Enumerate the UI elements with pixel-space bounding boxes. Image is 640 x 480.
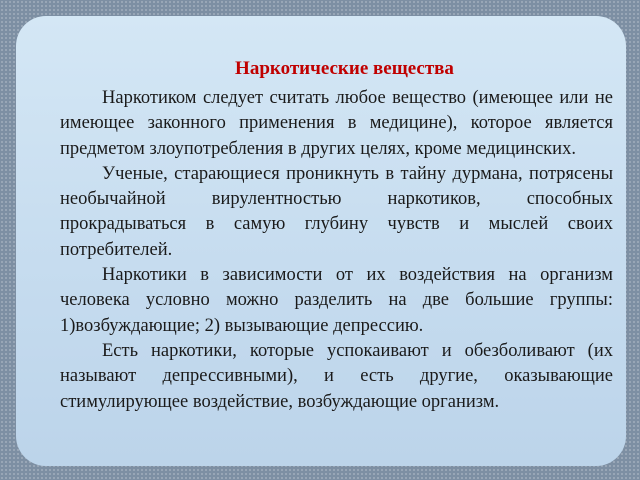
paragraph-classification: Наркотики в зависимости от их воздействия на организм человека условно можно разделить на две большие группы: 1)возбуждающие; 2) вызывающие депрессию. [60, 265, 613, 336]
slide-title: Наркотические вещества [235, 58, 454, 79]
paragraph-effects: Есть наркотики, которые успокаивают и обезболивают (их называют депрессивными), и есть другие, оказывающие стимулирующее воздействие, возбуждающие организм. [60, 340, 613, 412]
paragraph-scientists: Ученые, старающиеся проникнуть в тайну дурмана, потрясены необычайной вирулентностью наркотиков, способных прокрадываться в самую глубину чувств и мыслей своих потребителей. [60, 163, 613, 260]
slide-content [60, 56, 613, 415]
slide-panel [16, 16, 626, 466]
paragraph-definition: Наркотиком следует считать любое вещество (имеющее или не имеющее законного применения в медицине), которое является предметом злоупотребления в других целях, кроме медицинских. [60, 88, 613, 159]
